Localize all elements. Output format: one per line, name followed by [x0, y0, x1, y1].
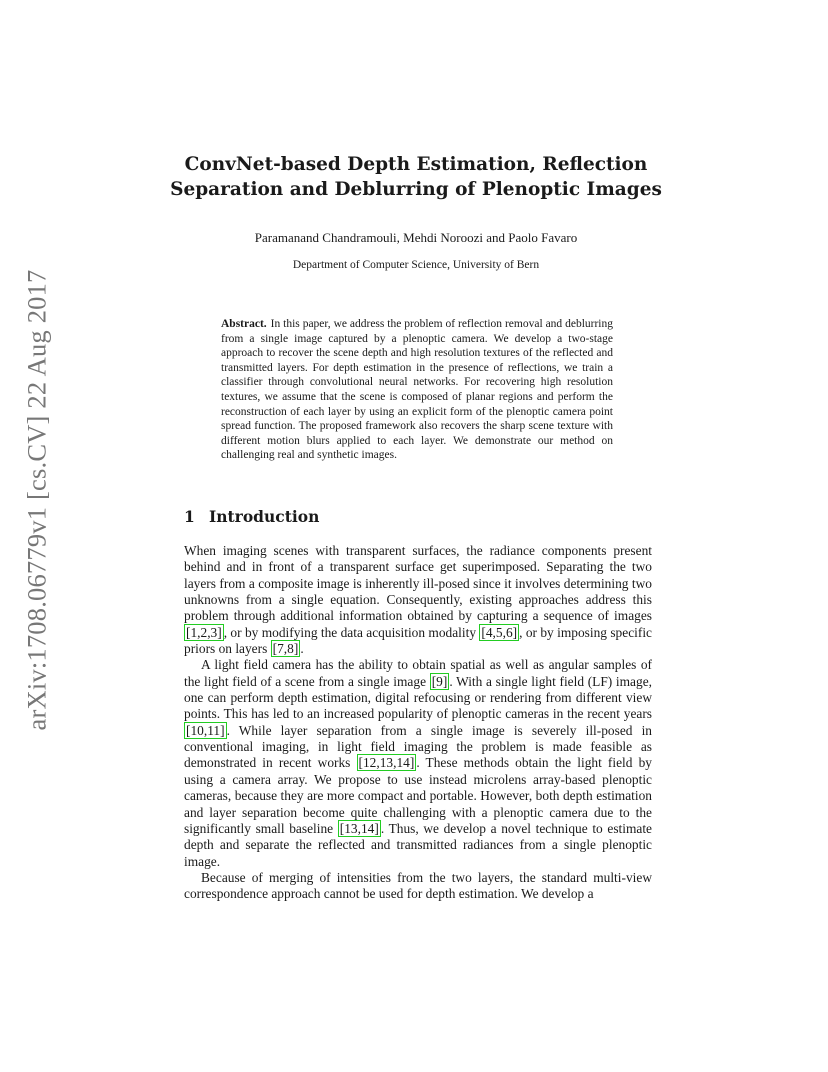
abstract-text: In this paper, we address the problem of reflection removal and deblurring from a single image captured by a plenoptic camera. We develop a two-stage approach to recover the scene depth and high resolution textures of the reflected and transmitted layers. For depth estimation in the presence of reflections, we train a classifier through convolutional neural networks. For recovering high resolution textures, we assume that the scene is composed of planar regions and perform the reconstruction of each layer by using an explicit form of the plenoptic camera point spread function. The proposed framework also recovers the sharp scene texture with different motion blurs applied to each layer. We demonstrate our method on challenging real and synthetic images.	[221, 318, 613, 462]
citation-link[interactable]: [4,5,6]	[481, 624, 518, 640]
section-number: 1	[184, 507, 195, 526]
abstract	[221, 317, 613, 463]
arxiv-identifier: arXiv:1708.06779v1 [cs.CV] 22 Aug 2017	[21, 269, 52, 731]
section-title: Introduction	[209, 507, 320, 526]
text-run: . These methods obtain the light field by using a camera array. We propose to use instead microlens array-based plenoptic cameras, because they are more compact and portable. However, both depth estimation and layer separation become quite challenging with a plenoptic camera due to the significantly small baseline	[184, 755, 652, 836]
paragraph-2	[184, 657, 652, 869]
citation-link[interactable]: [7,8]	[272, 641, 299, 657]
abstract-label: Abstract.	[221, 318, 267, 330]
text-run: . While layer separation from a single image is severely ill-posed in conventional imaging, in light field imaging the problem is made feasible as demonstrated in recent works	[184, 722, 652, 771]
paragraph-3: Because of merging of intensities from the two layers, the standard multi-view correspondence approach cannot be used for depth estimation. We develop a	[184, 869, 652, 902]
text-run: . With a single light field (LF) image, one can perform depth estimation, digital refocusing or rendering from different view points. This has led to an increased popularity of plenoptic cameras in the recent years	[184, 673, 652, 722]
paper-title	[150, 152, 682, 202]
affiliation: Department of Computer Science, University of Bern	[292, 259, 540, 271]
text-run: .	[300, 641, 304, 657]
authors: Paramanand Chandramouli, Mehdi Noroozi and Paolo Favaro	[254, 230, 578, 245]
text-run: , or by modifying the data acquisition modality	[223, 624, 480, 640]
citation-link[interactable]: [12,13,14]	[358, 755, 415, 771]
citation-link[interactable]: [10,11]	[186, 722, 225, 738]
paragraph-1	[184, 543, 652, 657]
text-run: A light field camera has the ability to obtain spatial as well as angular samples of the light field of a scene from a single image	[184, 657, 652, 689]
body-text	[184, 543, 652, 903]
title-line-1: ConvNet-based Depth Estimation, Reflection	[184, 154, 648, 175]
citation-link[interactable]: [9]	[431, 673, 448, 689]
text-run: , or by imposing specific priors on layers	[184, 624, 652, 657]
text-run: . Thus, we develop a novel technique to estimate depth and separate the reflected and transmitted radiances from a single plenoptic image.	[184, 820, 652, 869]
text-run: When imaging scenes with transparent surfaces, the radiance components present behind and in front of a transparent surface get superimposed. Separating the two layers from a composite image is inherently ill-posed since it involves determining two unknowns from a single equation. Consequently, existing approaches address this problem through additional information obtained by capturing a sequence of images	[184, 543, 652, 624]
title-line-2: Separation and Deblurring of Plenoptic Images	[170, 179, 662, 200]
citation-link[interactable]: [13,14]	[339, 820, 379, 836]
arxiv-side-stamp	[2, 269, 72, 731]
section-heading	[184, 507, 654, 527]
citation-link[interactable]: [1,2,3]	[186, 624, 222, 640]
